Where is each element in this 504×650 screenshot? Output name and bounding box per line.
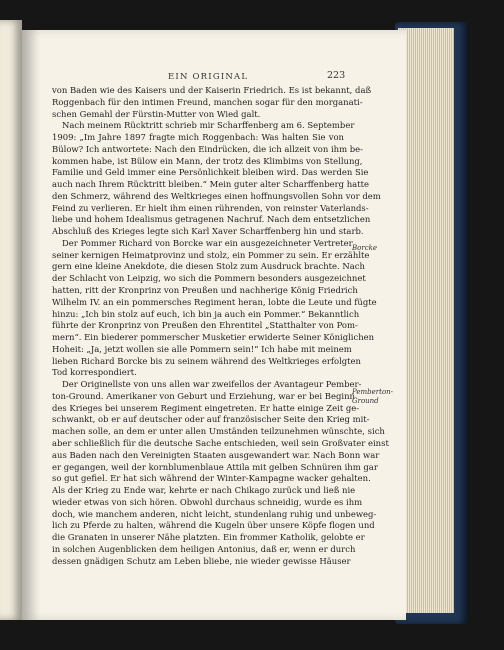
text-line: die Granaten in unserer Nähe platzten. Ein frommer Katholik, gelobte er	[52, 532, 365, 543]
text-line: Als der Krieg zu Ende war, kehrte er nach Chikago zurück und ließ nie	[52, 485, 356, 496]
text-line: gern eine kleine Anekdote, die diesen Stolz zum Ausdruck brachte. Nach	[52, 261, 365, 272]
text-line: lieben Richard Borcke bis zu seinem während des Weltkrieges erfolgten	[52, 355, 361, 366]
text-line: ton-Ground. Amerikaner von Geburt und Erziehung, war er bei Beginn	[52, 390, 355, 401]
running-head: EIN ORIGINAL	[168, 72, 249, 82]
text-line: wieder etwas von sich hören. Obwohl durchaus schneidig, wurde es ihm	[52, 496, 363, 507]
text-line: Bülow? Ich antwortete: Nach den Eindrücken, die ich allzeit von ihm be-	[52, 143, 364, 154]
text-line: Der Originellste von uns allen war zweifellos der Avantageur Pember-	[62, 379, 362, 390]
text-line: des Krieges bei unserem Regiment eingetreten. Er hatte einige Zeit ge-	[52, 402, 360, 413]
text-line: schen Gemahl der Fürstin-Mutter von Wied galt.	[52, 108, 261, 119]
text-line: auch nach Ihrem Rücktritt bleiben.“ Mein guter alter Scharffenberg hatte	[52, 179, 369, 190]
text-line: hinzu: „Ich bin stolz auf euch, ich bin ja auch ein Pommer.“ Bekanntlich	[52, 308, 360, 319]
text-line: Tod korrespondiert.	[52, 367, 137, 378]
page-edges	[398, 28, 454, 613]
text-line: lich zu Pferde zu halten, während die Kugeln über unsere Köpfe flogen und	[52, 520, 375, 531]
body-text	[52, 85, 389, 567]
text-line: der Schlacht von Leipzig, wo sich die Pommern besonders ausgezeichnet	[52, 273, 366, 284]
text-line: den Schmerz, während des Weltkrieges einen hoffnungsvollen Sohn vor dem	[52, 190, 381, 201]
text-line: Feind zu verlieren. Er hielt ihm einen rührenden, von reinster Vaterlands-	[52, 202, 369, 213]
text-line: Familie und Geld immer eine Persönlichkeit bleiben wird. Das werden Sie	[52, 167, 369, 178]
text-line: dessen gnädigen Schutz am Leben bliebe, nie wieder gewisse Häuser	[52, 555, 351, 566]
margin-note-borcke: Borcke	[352, 244, 378, 252]
margin-note-pemberton: Pemberton-	[352, 388, 394, 396]
text-line: von Baden wie des Kaisers und der Kaiserin Friedrich. Es ist bekannt, daß	[52, 85, 372, 95]
text-line: Nach meinem Rücktritt schrieb mir Scharffenberg am 6. September	[62, 120, 355, 131]
text-line: führte der Kronprinz von Preußen den Ehrentitel „Statthalter von Pom-	[52, 320, 358, 331]
facing-page-edge	[0, 20, 22, 620]
gutter-shadow	[22, 30, 40, 620]
text-line: hatten, ritt der Kronprinz von Preußen und nachherige König Friedrich	[52, 285, 358, 296]
text-line: 1909: „Im Jahre 1897 fragte mich Roggenbach: Was halten Sie von	[52, 132, 344, 143]
text-line: machen solle, an dem er unter allen Umständen teilzunehmen wünschte, sich	[52, 426, 385, 437]
text-line: liebe und hohem Idealismus getragenen Nachruf. Nach dem entsetzlichen	[52, 214, 371, 225]
text-line: aus Baden nach den Vereinigten Staaten ausgewandert war. Nach Bonn war	[52, 449, 380, 460]
text-line: kommen habe, ist Bülow ein Mann, der trotz des Klimbims von Stellung,	[52, 155, 363, 166]
text-line: mern“. Ein biederer pommerscher Musketier erwiderte Seiner Königlichen	[52, 332, 375, 343]
text-line: in solchen Augenblicken dem heiligen Antonius, daß er, wenn er durch	[52, 543, 356, 554]
text-line: seiner kernigen Heimatprovinz und stolz, ein Pommer zu sein. Er erzählte	[52, 249, 370, 260]
text-line: so gut gefiel. Er hat sich während der Winter-Kampagne wacker gehalten.	[52, 473, 371, 484]
margin-note-ground: Ground	[352, 397, 379, 405]
text-line: aber schließlich für die deutsche Sache entschieden, weil sein Großvater einst	[52, 437, 389, 448]
text-line: Hoheit: „Ja, jetzt wollen sie alle Pommern sein!“ Ich habe mit meinem	[52, 343, 352, 354]
text-line: Der Pommer Richard von Borcke war ein ausgezeichneter Vertreter	[62, 237, 353, 248]
page-number: 223	[327, 70, 346, 81]
text-line: Roggenbach für den intimen Freund, manchen sogar für den morganati-	[52, 96, 363, 107]
text-line: Wilhelm IV. an ein pommersches Regiment heran, lobte die Leute und fügte	[52, 296, 377, 307]
text-line: Abschluß des Krieges legte sich Karl Xaver Scharffenberg hin und starb.	[52, 226, 364, 237]
text-line: schwankt, ob er auf deutscher oder auf französischer Seite den Krieg mit-	[52, 414, 370, 425]
text-line: er gegangen, weil der kornblumenblaue Attila mit gelben Schnüren ihm gar	[52, 461, 378, 472]
text-line: doch, wie manchem anderen, nicht leicht, stundenlang ruhig und unbeweg-	[52, 508, 377, 519]
